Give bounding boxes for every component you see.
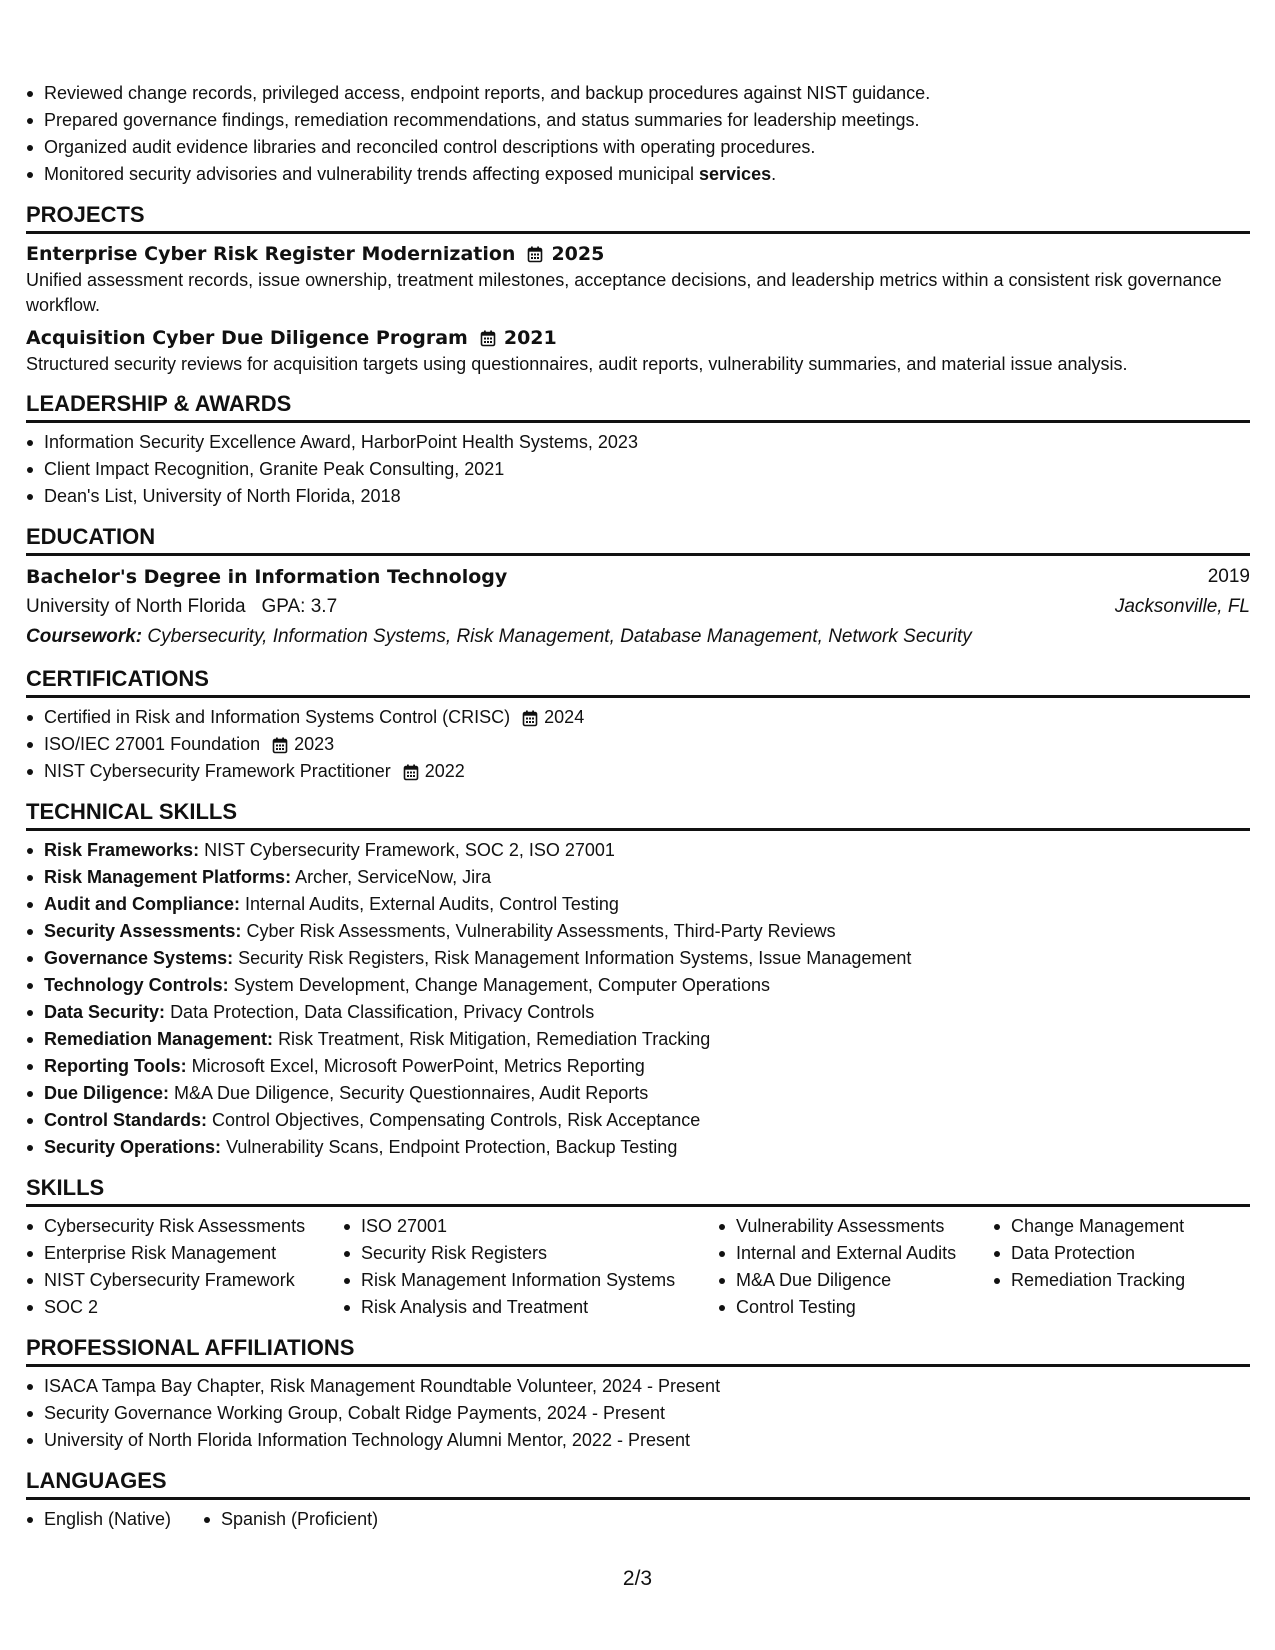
- skill-item: ISO 27001: [343, 1213, 718, 1240]
- languages-row: [26, 1506, 1250, 1533]
- skill-item: Security Risk Registers: [343, 1240, 718, 1267]
- certification-item: [26, 704, 1250, 731]
- calendar-icon: [272, 737, 288, 754]
- resume-page: [26, 80, 1250, 1533]
- section-heading-awards: LEADERSHIP & AWARDS: [26, 391, 1250, 423]
- skills-column: [718, 1213, 993, 1321]
- project-description: Structured security reviews for acquisition targets using questionnaires, audit reports, vulnerability summaries, and material issue analysis.: [26, 354, 1128, 374]
- awards-list: [26, 429, 1250, 510]
- skill-item: Vulnerability Assessments: [718, 1213, 993, 1240]
- award-item: Client Impact Recognition, Granite Peak Consulting, 2021: [26, 456, 1250, 483]
- skill-item: Cybersecurity Risk Assessments: [26, 1213, 343, 1240]
- skill-category: Reporting Tools:: [44, 1056, 187, 1076]
- technical-skill-item: [26, 1134, 1250, 1161]
- certification-name: Certified in Risk and Information Systems Control (CRISC): [44, 707, 511, 727]
- technical-skill-item: [26, 1053, 1250, 1080]
- certification-item: [26, 758, 1250, 785]
- skill-category: Control Standards:: [44, 1110, 208, 1130]
- affiliation-item: University of North Florida Information Technology Alumni Mentor, 2022 - Present: [26, 1427, 1250, 1454]
- skills-column: [993, 1213, 1185, 1321]
- project-title-row: [26, 240, 1250, 268]
- calendar-icon: [527, 246, 543, 263]
- skill-values: Vulnerability Scans, Endpoint Protection, Backup Testing: [226, 1137, 678, 1157]
- education-school-row: [26, 592, 1250, 622]
- project-year: 2021: [503, 327, 557, 349]
- coursework: [26, 622, 1250, 652]
- skill-category: Remediation Management:: [44, 1029, 274, 1049]
- experience-bullet: Reviewed change records, privileged access, endpoint reports, and backup procedures against NIST guidance.: [26, 80, 1250, 107]
- language-item: English (Native): [26, 1506, 203, 1533]
- graduation-year: 2019: [1207, 566, 1250, 587]
- skill-category: Risk Management Platforms:: [44, 867, 292, 887]
- skill-category: Due Diligence:: [44, 1083, 170, 1103]
- coursework-label: Coursework:: [26, 626, 143, 647]
- technical-skill-item: [26, 1107, 1250, 1134]
- skill-item: Risk Management Information Systems: [343, 1267, 718, 1294]
- certification-item: [26, 731, 1250, 758]
- skills-column: [26, 1213, 343, 1321]
- experience-bullet: Organized audit evidence libraries and reconciled control descriptions with operating procedures.: [26, 134, 1250, 161]
- section-heading-education: EDUCATION: [26, 524, 1250, 556]
- skill-values: Archer, ServiceNow, Jira: [295, 867, 492, 887]
- project-title: Acquisition Cyber Due Diligence Program: [26, 327, 468, 349]
- technical-skill-item: [26, 999, 1250, 1026]
- technical-skill-item: [26, 864, 1250, 891]
- technical-skill-item: [26, 945, 1250, 972]
- skill-item: Change Management: [993, 1213, 1185, 1240]
- experience-bullet: Prepared governance findings, remediation recommendations, and status summaries for leadership meetings.: [26, 107, 1250, 134]
- technical-skill-item: [26, 891, 1250, 918]
- section-heading-languages: LANGUAGES: [26, 1468, 1250, 1500]
- skill-item: Remediation Tracking: [993, 1267, 1185, 1294]
- project-title-row: [26, 324, 1250, 352]
- project-item: [26, 240, 1250, 318]
- skill-item: Internal and External Audits: [718, 1240, 993, 1267]
- certification-name: ISO/IEC 27001 Foundation: [44, 734, 261, 754]
- school-line: [26, 592, 337, 622]
- experience-bullet: [26, 161, 1250, 188]
- bullet-text: Monitored security advisories and vulnerability trends affecting exposed municipal: [44, 164, 700, 184]
- skill-values: Data Protection, Data Classification, Privacy Controls: [170, 1002, 595, 1022]
- skill-values: Microsoft Excel, Microsoft PowerPoint, Metrics Reporting: [191, 1056, 645, 1076]
- skill-category: Security Operations:: [44, 1137, 222, 1157]
- skill-category: Audit and Compliance:: [44, 894, 241, 914]
- project-description: Unified assessment records, issue ownership, treatment milestones, acceptance decisions, and leadership metrics within a consistent risk governance workflow.: [26, 270, 1222, 315]
- section-heading-technical-skills: TECHNICAL SKILLS: [26, 799, 1250, 831]
- skill-category: Data Security:: [44, 1002, 166, 1022]
- experience-bullet-list: [26, 80, 1250, 188]
- skill-item: Data Protection: [993, 1240, 1185, 1267]
- gpa: GPA: 3.7: [261, 596, 338, 617]
- certification-year: 2024: [544, 707, 585, 727]
- skill-values: Security Risk Registers, Risk Management Information Systems, Issue Management: [238, 948, 912, 968]
- certification-name: NIST Cybersecurity Framework Practitioner: [44, 761, 391, 781]
- skill-item: M&A Due Diligence: [718, 1267, 993, 1294]
- skill-item: Control Testing: [718, 1294, 993, 1321]
- skill-values: NIST Cybersecurity Framework, SOC 2, ISO 27001: [204, 840, 615, 860]
- award-item: Dean's List, University of North Florida, 2018: [26, 483, 1250, 510]
- skill-values: Risk Treatment, Risk Mitigation, Remediation Tracking: [278, 1029, 711, 1049]
- technical-skill-item: [26, 1026, 1250, 1053]
- bullet-text-end: .: [771, 164, 777, 184]
- skill-values: System Development, Change Management, Computer Operations: [233, 975, 770, 995]
- skill-values: Internal Audits, External Audits, Control Testing: [245, 894, 619, 914]
- certification-year: 2023: [294, 734, 335, 754]
- languages-column: [26, 1506, 203, 1533]
- calendar-icon: [403, 764, 419, 781]
- affiliations-list: [26, 1373, 1250, 1454]
- bullet-bold-text: services: [699, 164, 772, 184]
- skill-item: NIST Cybersecurity Framework: [26, 1267, 343, 1294]
- school-name: University of North Florida: [26, 596, 246, 617]
- calendar-icon: [522, 710, 538, 727]
- section-heading-skills: SKILLS: [26, 1175, 1250, 1207]
- languages-column: [203, 1506, 378, 1533]
- skill-item: SOC 2: [26, 1294, 343, 1321]
- section-heading-certifications: CERTIFICATIONS: [26, 666, 1250, 698]
- skill-values: Control Objectives, Compensating Controls, Risk Acceptance: [212, 1110, 701, 1130]
- technical-skill-item: [26, 918, 1250, 945]
- skill-category: Technology Controls:: [44, 975, 229, 995]
- affiliation-item: ISACA Tampa Bay Chapter, Risk Management Roundtable Volunteer, 2024 - Present: [26, 1373, 1250, 1400]
- skill-category: Risk Frameworks:: [44, 840, 200, 860]
- project-item: [26, 324, 1250, 377]
- skill-category: Security Assessments:: [44, 921, 242, 941]
- project-year: 2025: [551, 243, 605, 265]
- degree-title: Bachelor's Degree in Information Technology: [26, 566, 508, 588]
- skill-category: Governance Systems:: [44, 948, 234, 968]
- technical-skill-item: [26, 972, 1250, 999]
- technical-skill-item: [26, 1080, 1250, 1107]
- school-location: Jacksonville, FL: [1114, 596, 1250, 617]
- award-item: Information Security Excellence Award, HarborPoint Health Systems, 2023: [26, 429, 1250, 456]
- section-heading-projects: PROJECTS: [26, 202, 1250, 234]
- skill-values: Cyber Risk Assessments, Vulnerability Assessments, Third-Party Reviews: [246, 921, 836, 941]
- skill-values: M&A Due Diligence, Security Questionnaires, Audit Reports: [174, 1083, 649, 1103]
- skill-item: Risk Analysis and Treatment: [343, 1294, 718, 1321]
- technical-skills-list: [26, 837, 1250, 1161]
- technical-skill-item: [26, 837, 1250, 864]
- education-degree-row: [26, 562, 1250, 592]
- page-number: 2/3: [622, 1567, 653, 1590]
- project-title: Enterprise Cyber Risk Register Modernization: [26, 243, 516, 265]
- skill-item: Enterprise Risk Management: [26, 1240, 343, 1267]
- calendar-icon: [480, 330, 496, 347]
- affiliation-item: Security Governance Working Group, Cobalt Ridge Payments, 2024 - Present: [26, 1400, 1250, 1427]
- skills-column: [343, 1213, 718, 1321]
- language-item: Spanish (Proficient): [203, 1506, 378, 1533]
- skills-columns: [26, 1213, 1250, 1321]
- coursework-list: Cybersecurity, Information Systems, Risk Management, Database Management, Network Security: [147, 626, 972, 647]
- certifications-list: [26, 704, 1250, 785]
- certification-year: 2022: [424, 761, 465, 781]
- section-heading-affiliations: PROFESSIONAL AFFILIATIONS: [26, 1335, 1250, 1367]
